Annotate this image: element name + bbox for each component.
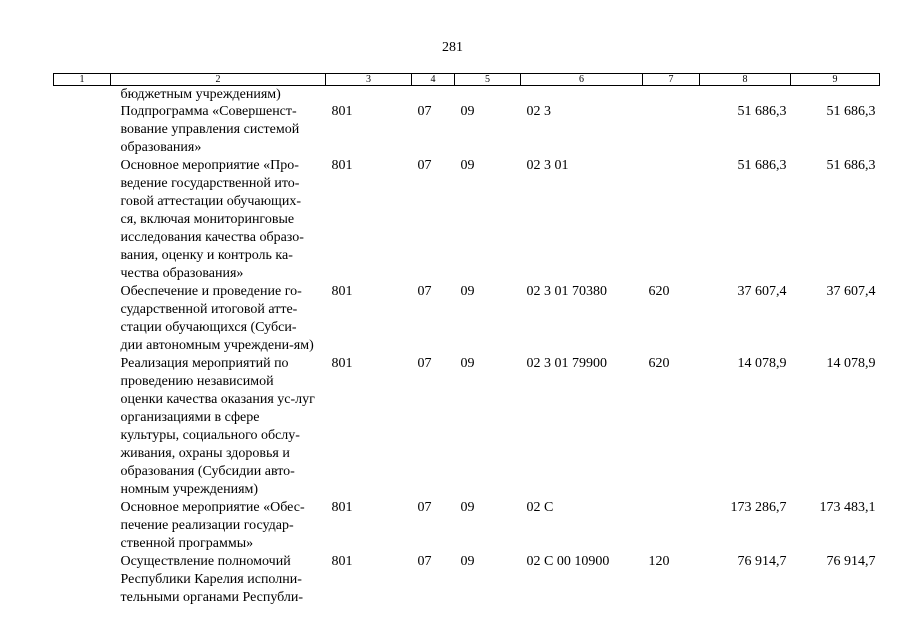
row-code: 801 <box>331 500 353 515</box>
row-subsection <box>455 86 521 104</box>
row-subsection: 09 <box>460 158 475 173</box>
row-description: Обеспечение и проведение го-сударственной итоговой атте-стации обучающихся (Субси-дии автономным учреждени-ям) <box>120 284 314 353</box>
column-header: 2 <box>111 74 326 86</box>
column-header: 3 <box>326 74 412 86</box>
header-row <box>54 74 880 86</box>
row-amount-1: 51 686,3 <box>737 158 787 173</box>
row-section: 07 <box>417 356 432 371</box>
row-amount-2: 51 686,3 <box>826 104 876 119</box>
row-description: Подпрограмма «Совершенст-вование управления системой образования» <box>120 104 300 155</box>
row-subsection: 09 <box>460 104 475 119</box>
row-expense-type <box>643 103 700 157</box>
row-target-article <box>521 86 643 104</box>
row-description: Осуществление полномочий Республики Карелия исполни-тельными органами Республи- <box>120 554 304 605</box>
row-number <box>54 283 111 355</box>
row-description: Основное мероприятие «Про-ведение государственной ито-говой аттестации обучающих-ся, включая мониторинговые исследования качества образо-вания, оценку и контроль ка-чества образования» <box>120 158 304 281</box>
row-target-article: 02 3 01 70380 <box>526 284 607 299</box>
row-expense-type: 620 <box>648 284 670 299</box>
row-code <box>326 86 412 104</box>
row-target-article: 02 3 01 <box>526 158 569 173</box>
row-description: Реализация мероприятий по проведению независимой оценки качества оказания ус-луг организациями в сфере культуры, социального обслу-живания, охраны здоровья и образования (Субсидии авто-номным учреждениям) <box>120 356 315 497</box>
table-row <box>54 355 880 499</box>
table-row <box>54 157 880 283</box>
row-expense-type: 120 <box>648 554 670 569</box>
table-row <box>54 103 880 157</box>
column-header: 5 <box>455 74 521 86</box>
row-amount-2: 173 483,1 <box>819 500 876 515</box>
row-section: 07 <box>417 554 432 569</box>
column-header: 4 <box>412 74 455 86</box>
row-number <box>54 86 111 104</box>
row-subsection: 09 <box>460 554 475 569</box>
row-amount-1 <box>700 86 791 104</box>
row-section: 07 <box>417 500 432 515</box>
row-target-article: 02 3 01 79900 <box>526 356 607 371</box>
row-amount-2 <box>791 86 880 104</box>
row-code: 801 <box>331 158 353 173</box>
table-row <box>54 283 880 355</box>
row-target-article: 02 С <box>526 500 554 515</box>
row-amount-2: 51 686,3 <box>826 158 876 173</box>
page-number: 281 <box>442 40 463 55</box>
column-header: 6 <box>521 74 643 86</box>
row-amount-1: 51 686,3 <box>737 104 787 119</box>
row-amount-1: 173 286,7 <box>730 500 787 515</box>
row-expense-type <box>643 499 700 553</box>
row-code: 801 <box>331 356 353 371</box>
row-amount-2: 14 078,9 <box>826 356 876 371</box>
column-header: 9 <box>791 74 880 86</box>
table-row <box>54 499 880 553</box>
row-amount-2: 76 914,7 <box>826 554 876 569</box>
row-expense-type <box>643 157 700 283</box>
row-number <box>54 499 111 553</box>
row-target-article: 02 3 <box>526 104 551 119</box>
row-code: 801 <box>331 284 353 299</box>
row-number <box>54 103 111 157</box>
row-subsection: 09 <box>460 284 475 299</box>
row-description: бюджетным учреждениям) <box>120 87 281 102</box>
row-number <box>54 355 111 499</box>
column-header: 1 <box>54 74 111 86</box>
row-expense-type: 620 <box>648 356 670 371</box>
row-section: 07 <box>417 284 432 299</box>
row-section: 07 <box>417 158 432 173</box>
column-header: 7 <box>643 74 700 86</box>
row-section <box>412 86 455 104</box>
table-row <box>54 86 880 104</box>
row-description: Основное мероприятие «Обес-печение реализации государ-ственной программы» <box>120 500 305 551</box>
budget-table <box>53 73 880 607</box>
column-header: 8 <box>700 74 791 86</box>
row-subsection: 09 <box>460 356 475 371</box>
row-number <box>54 157 111 283</box>
row-amount-1: 37 607,4 <box>737 284 787 299</box>
row-number <box>54 553 111 607</box>
row-code: 801 <box>331 104 353 119</box>
row-amount-1: 14 078,9 <box>737 356 787 371</box>
row-subsection: 09 <box>460 500 475 515</box>
table-row <box>54 553 880 607</box>
row-code: 801 <box>331 554 353 569</box>
row-target-article: 02 С 00 10900 <box>526 554 610 569</box>
row-amount-2: 37 607,4 <box>826 284 876 299</box>
row-amount-1: 76 914,7 <box>737 554 787 569</box>
row-section: 07 <box>417 104 432 119</box>
row-expense-type <box>643 86 700 104</box>
